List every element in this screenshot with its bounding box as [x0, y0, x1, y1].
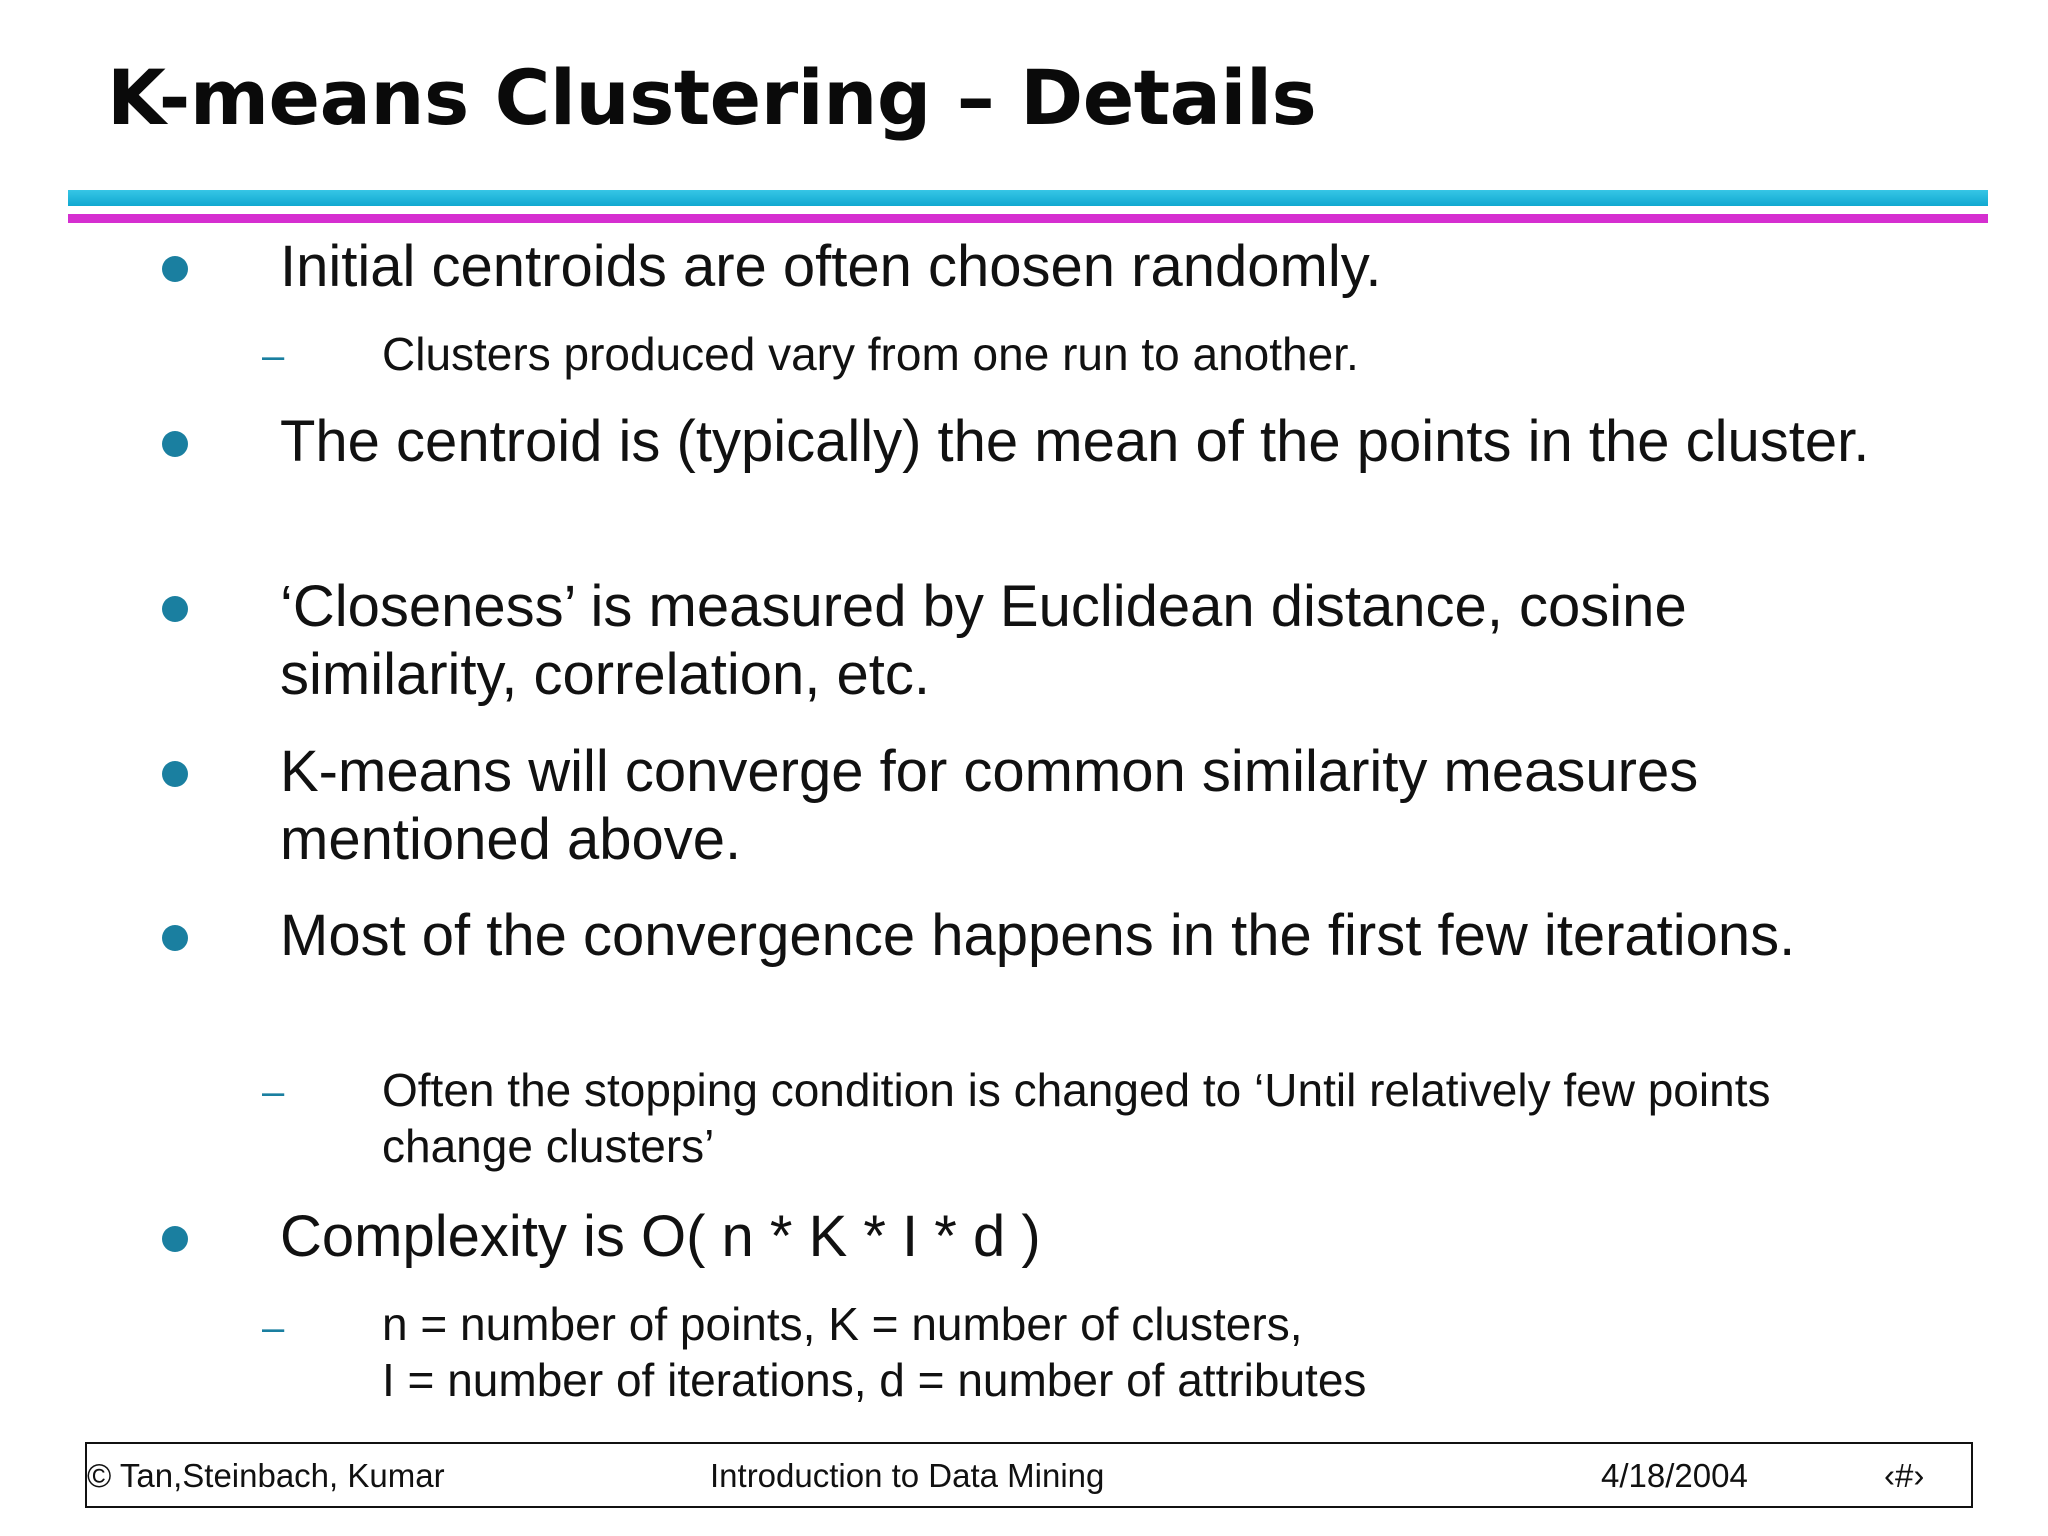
bullet-dot — [162, 925, 188, 951]
bullet-dot — [162, 596, 188, 622]
bullet-text: ‘Closeness’ is measured by Euclidean distance, cosine similarity, correlation, etc. — [280, 574, 1687, 707]
bullet-dot — [162, 431, 188, 457]
slide-footer — [85, 1442, 1973, 1508]
slide-title: K-means Clustering – Details — [107, 53, 1317, 142]
sub-bullet-dash: – — [262, 1306, 285, 1350]
bullet-text: Complexity is O( n * K * I * d ) — [280, 1204, 1041, 1269]
sub-bullet-line: n = number of points, K = number of clusters, — [382, 1298, 1303, 1350]
bullet-text: Initial centroids are often chosen randomly. — [280, 234, 1382, 299]
bullet-dot — [162, 256, 188, 282]
bullet-dot — [162, 761, 188, 787]
bullet-text: The centroid is (typically) the mean of the points in the cluster. — [280, 409, 1870, 474]
sub-bullet-text: Clusters produced vary from one run to another. — [382, 328, 1359, 380]
footer-date: 4/18/2004 — [1601, 1457, 1748, 1494]
footer-course: Introduction to Data Mining — [710, 1457, 1105, 1494]
bullet-text: K-means will converge for common similarity measures mentioned above. — [280, 739, 1699, 872]
sub-bullet-line: I = number of iterations, d = number of attributes — [382, 1354, 1367, 1406]
sub-bullet-dash: – — [262, 1070, 285, 1114]
footer-copyright: © Tan,Steinbach, Kumar — [87, 1457, 445, 1494]
sub-bullet-text: Often the stopping condition is changed to ‘Until relatively few points change clusters’ — [382, 1064, 1771, 1172]
bullet-dot — [162, 1226, 188, 1252]
sub-bullet-text — [382, 1296, 1882, 1408]
footer-page-number: ‹#› — [1884, 1457, 1925, 1494]
sub-bullet-dash: – — [262, 334, 285, 378]
bullet-text: Most of the convergence happens in the first few iterations. — [280, 903, 1796, 968]
